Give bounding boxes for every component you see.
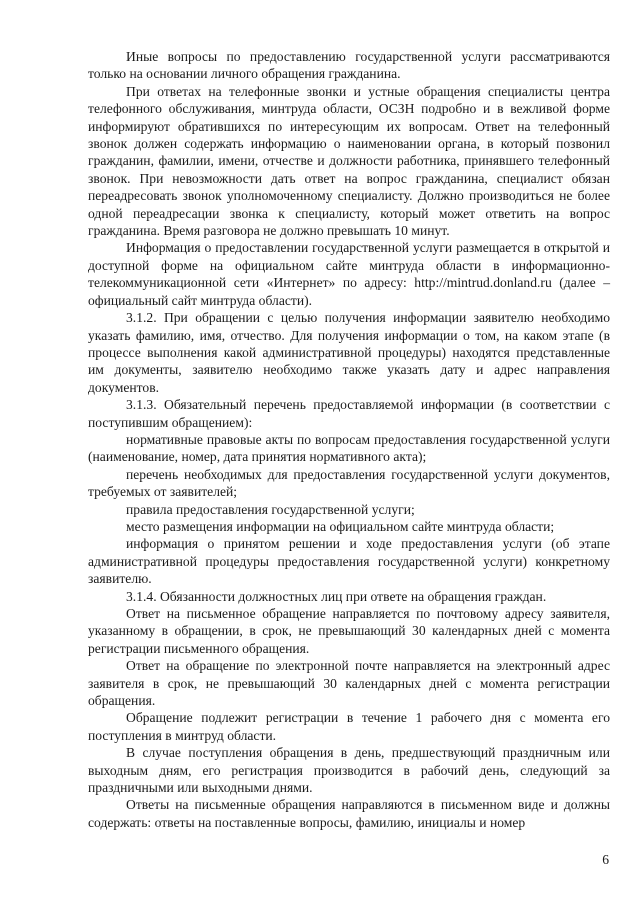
page-number: 6 <box>602 852 609 867</box>
paragraph-written-reply: Ответ на письменное обращение направляется по почтовому адресу заявителя, указанному в обращении, в срок, не превышающий 30 календарных дней с момента регистрации письменного обращения. <box>88 606 610 656</box>
paragraph-3-1-2: 3.1.2. При обращении с целью получения информации заявителю необходимо указать фамилию, имя, отчество. Для получения информации о том, на каком этапе (в процессе выполнения какой административной процедуры) находятся представленные им документы, заявителю необходимо также указать дату и адрес направления документов. <box>88 310 610 395</box>
list-item-info-location: место размещения информации на официальном сайте минтруда области; <box>126 518 555 534</box>
list-item-legal-acts: нормативные правовые акты по вопросам предоставления государственной услуги (наименование, номер, дата принятия нормативного акта); <box>88 431 610 465</box>
paragraph-phone-answers: При ответах на телефонные звонки и устные обращения специалисты центра телефонного обслуживания, минтруда области, ОСЗН подробно и в вежливой форме информируют обратившихся по интересующим их вопросам. Ответ на телефонный звонок должен содержать информацию о наименовании органа, в который позвонил гражданин, фамилии, имени, отчестве и должности работника, принявшего телефонный звонок. При невозможности дать ответ на вопрос гражданина, специалист обязан переадресовать звонок уполномоченному специалисту. Должно производиться не более одной переадресации звонка к специалисту, который может ответить на вопрос гражданина. Время разговора не должно превышать 10 минут. <box>88 83 610 239</box>
list-item-documents: перечень необходимых для предоставления государственной услуги документов, требуемых от заявителей; <box>88 466 610 500</box>
paragraph-holiday-registration: В случае поступления обращения в день, предшествующий праздничным или выходным дням, его регистрация производится в рабочий день, следующий за праздничными или выходными днями. <box>88 745 610 796</box>
paragraph-registration: Обращение подлежит регистрации в течение 1 рабочего дня с момента его поступления в минтруд области. <box>88 710 610 743</box>
document-body <box>88 48 610 831</box>
paragraph-written-answers: Ответы на письменные обращения направляются в письменном виде и должны содержать: ответы на поставленные вопросы, фамилию, инициалы и номер <box>88 797 610 830</box>
paragraph-3-1-4: 3.1.4. Обязанности должностных лиц при ответе на обращения граждан. <box>126 588 547 604</box>
paragraph-3-1-3: 3.1.3. Обязательный перечень предоставляемой информации (в соответствии с поступившим обращением): <box>88 397 610 430</box>
paragraph-website-info: Информация о предоставлении государственной услуги размещается в открытой и доступной форме на официальном сайте минтруда области в информационно-телекоммуникационной сети «Интернет» по адресу: http://mintrud.donland.ru (далее – официальный сайт минтруда области). <box>88 240 610 308</box>
paragraph-other-questions: Иные вопросы по предоставлению государственной услуги рассматриваются только на основании личного обращения гражданина. <box>88 49 610 82</box>
list-item-decision-info: информация о принятом решении и ходе предоставления услуги (об этапе административной процедуры предоставления государственной услуги) конкретному заявителю. <box>88 536 610 587</box>
list-item-rules: правила предоставления государственной услуги; <box>126 501 415 517</box>
paragraph-email-reply: Ответ на обращение по электронной почте направляется на электронный адрес заявителя в срок, не превышающий 30 календарных дней с момента регистрации обращения. <box>88 658 610 709</box>
